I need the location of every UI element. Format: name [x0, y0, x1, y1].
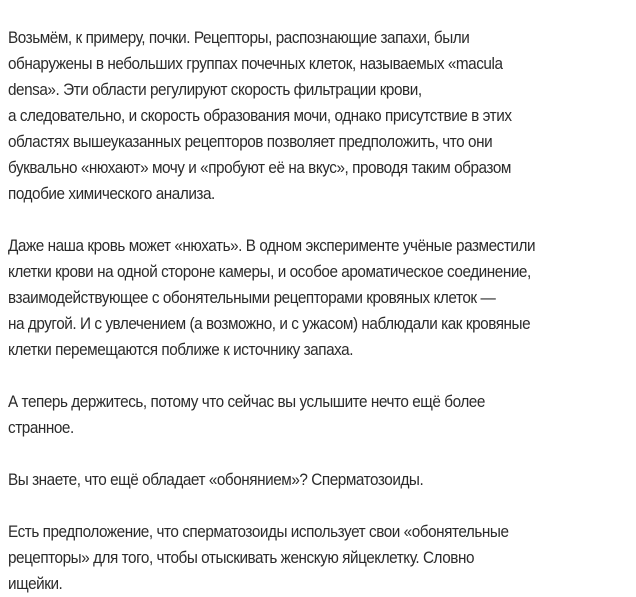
paragraph-line: ищейки. — [8, 574, 63, 593]
article-paragraph — [8, 25, 636, 207]
paragraph-line: обнаружены в небольших группах почечных клеток, называемых «macula — [8, 54, 503, 73]
paragraph-line: рецепторы» для того, чтобы отыскивать женскую яйцеклетку. Словно — [8, 548, 475, 567]
article-paragraph — [8, 233, 636, 363]
article-paragraph — [8, 467, 636, 493]
paragraph-line: densa». Эти области регулируют скорость фильтрации крови, — [8, 80, 422, 99]
paragraph-line: Вы знаете, что ещё обладает «обонянием»? Сперматозоиды. — [8, 470, 424, 489]
paragraph-line: Даже наша кровь может «нюхать». В одном эксперименте учёные разместили — [8, 236, 536, 255]
paragraph-line: странное. — [8, 418, 74, 437]
paragraph-line: взаимодействующее с обонятельными рецепторами кровяных клеток — — [8, 288, 496, 307]
paragraph-line: подобие химического анализа. — [8, 184, 215, 203]
paragraph-line: а следовательно, и скорость образования мочи, однако присутствие в этих — [8, 106, 512, 125]
paragraph-line: клетки перемещаются поближе к источнику запаха. — [8, 340, 354, 359]
paragraph-line: клетки крови на одной стороне камеры, и особое ароматическое соединение, — [8, 262, 531, 281]
paragraph-line: буквально «нюхают» мочу и «пробуют её на вкус», проводя таким образом — [8, 158, 511, 177]
paragraph-line: на другой. И с увлечением (а возможно, и с ужасом) наблюдали как кровяные — [8, 314, 531, 333]
paragraph-line: А теперь держитесь, потому что сейчас вы услышите нечто ещё более — [8, 392, 485, 411]
article-paragraph — [8, 519, 636, 597]
paragraph-line: областях вышеуказанных рецепторов позволяет предположить, что они — [8, 132, 493, 151]
article-paragraph — [8, 389, 636, 441]
paragraph-line: Есть предположение, что сперматозоиды использует свои «обонятельные — [8, 522, 509, 541]
paragraph-line: Возьмём, к примеру, почки. Рецепторы, распознающие запахи, были — [8, 28, 470, 47]
